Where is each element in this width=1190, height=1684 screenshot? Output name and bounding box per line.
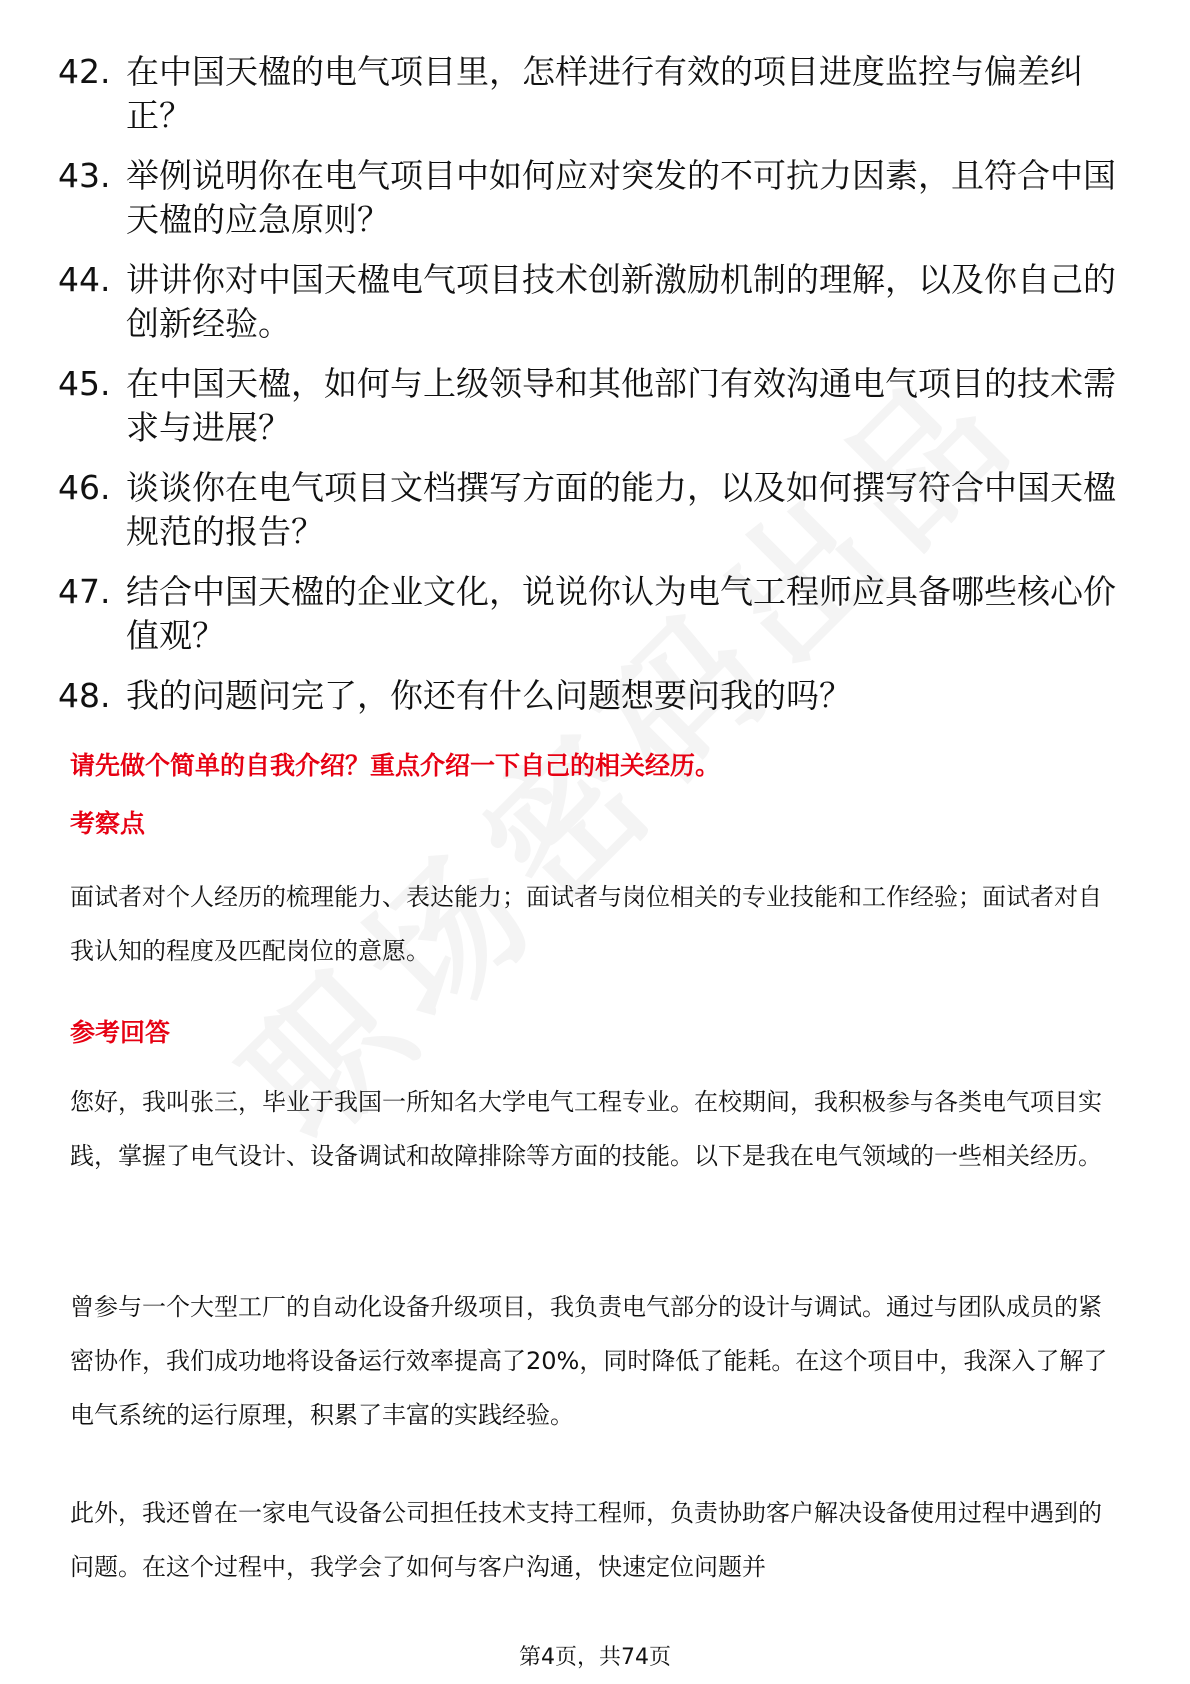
question-number: 44. xyxy=(58,260,111,299)
question-number: 45. xyxy=(58,364,111,403)
answer-paragraph: 曾参与一个大型工厂的自动化设备升级项目，我负责电气部分的设计与调试。通过与团队成员的紧密协作，我们成功地将设备运行效率提高了20%，同时降低了能耗。在这个项目中，我深入了解了电气系统的运行原理，积累了丰富的实践经验。 xyxy=(70,1293,1108,1429)
question-text: 讲讲你对中国天楹电气项目技术创新激励机制的理解，以及你自己的创新经验。 xyxy=(126,260,1116,343)
question-item-42 xyxy=(58,50,1118,138)
question-number: 43. xyxy=(58,156,111,195)
question-item-44 xyxy=(58,258,1118,346)
question-number: 42. xyxy=(58,52,111,91)
answer-paragraph: 此外，我还曾在一家电气设备公司担任技术支持工程师，负责协助客户解决设备使用过程中遇到的问题。在这个过程中，我学会了如何与客户沟通，快速定位问题并 xyxy=(70,1499,1102,1581)
question-number: 47. xyxy=(58,572,111,611)
question-text: 我的问题问完了，你还有什么问题想要问我的吗？ xyxy=(126,676,852,715)
assessment-points-heading: 考察点 xyxy=(70,809,146,838)
question-item-46 xyxy=(58,466,1118,554)
answer-paragraph: 您好，我叫张三，毕业于我国一所知名大学电气工程专业。在校期间，我积极参与各类电气项目实践，掌握了电气设计、设备调试和故障排除等方面的技能。以下是我在电气领域的一些相关经历。 xyxy=(70,1088,1102,1170)
reference-answer-heading: 参考回答 xyxy=(70,1018,171,1047)
section-title: 请先做个简单的自我介绍？重点介绍一下自己的相关经历。 xyxy=(70,751,721,780)
page-number: 第4页，共74页 xyxy=(519,1645,671,1670)
question-item-43 xyxy=(58,154,1118,242)
question-number: 48. xyxy=(58,676,111,715)
question-text: 在中国天楹，如何与上级领导和其他部门有效沟通电气项目的技术需求与进展？ xyxy=(126,364,1116,447)
question-text: 举例说明你在电气项目中如何应对突发的不可抗力因素，且符合中国天楹的应急原则？ xyxy=(126,156,1116,239)
question-text: 结合中国天楹的企业文化，说说你认为电气工程师应具备哪些核心价值观？ xyxy=(126,572,1116,655)
question-list xyxy=(58,50,1118,734)
assessment-points-text: 面试者对个人经历的梳理能力、表达能力；面试者与岗位相关的专业技能和工作经验；面试者对自我认知的程度及匹配岗位的意愿。 xyxy=(70,883,1102,965)
question-number: 46. xyxy=(58,468,111,507)
question-item-48 xyxy=(58,674,1118,718)
question-text: 在中国天楹的电气项目里，怎样进行有效的项目进度监控与偏差纠正？ xyxy=(126,52,1083,135)
question-text: 谈谈你在电气项目文档撰写方面的能力，以及如何撰写符合中国天楹规范的报告？ xyxy=(126,468,1116,551)
question-item-47 xyxy=(58,570,1118,658)
question-item-45 xyxy=(58,362,1118,450)
